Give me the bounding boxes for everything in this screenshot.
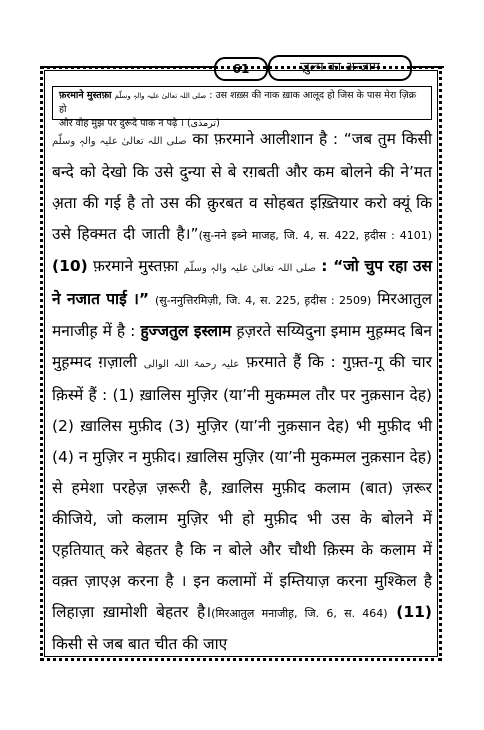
paragraph-3-b: ह़ज़रते सय्यिदुना इमाम मुह़म्मद बिन मुह़म्मद ग़ज़ाली bbox=[52, 322, 433, 371]
paragraph-2-quote: : “जो चुप रहा उस ने नजात पाई ।” bbox=[52, 257, 433, 308]
paragraph-3-bold: हुज्जतुल इस्लाम bbox=[140, 322, 232, 340]
hadith-text-line2: और वोह मुझ पर दुरूदे पाक न पढ़े । (ترمذی) bbox=[59, 118, 220, 129]
running-title: ज़ुल्म का अन्जाम bbox=[268, 55, 412, 81]
paragraph-4: (1) ख़ालिस मुज़िर (या’नी मुकम्मल तौर पर नुक़सान देह) (2) ख़ालिस मुफ़ीद (3) मुज़िर (या’नी नुक़सान देह) भी मुफ़ीद भी (4) न मुज़िर न मुफ़ीद। ख़ालिस मुज़िर (या’नी मुकम्मल नुक़सान देह) से हमेशा परहेज़ ज़रूरी है, ख़ालिस मुफ़ीद कलाम (बात) ज़रूर कीजिये, जो कलाम मुज़िर भी हो मुफ़ीद भी उस के बोलने में एह़तियात् करे बेहतर है कि न बोले और चौथी क़िस्म के कलाम में वक़्त ज़ाएअ़ करना है । इन कलामों में इम्तियाज़ करना मुश्किल है लिहाज़ा ख़ामोशी बेहतर है। bbox=[52, 386, 433, 621]
paragraph-3-a: मिरआतुल मनाजीह़ में है : bbox=[52, 290, 432, 340]
page-number: 61 bbox=[214, 57, 268, 81]
hadith-text-line1: : उस शख़्स की नाक ख़ाक आलूद हो जिस के पास मेरा ज़िक्र हो bbox=[59, 90, 417, 115]
item-number-10: (10) bbox=[52, 257, 88, 275]
honorific-3: علیہ رحمۃ اللہ الوالی bbox=[143, 359, 240, 370]
paragraph-2-label: फ़रमाने मुस्तफ़ा bbox=[92, 257, 179, 275]
reference-3: (मिरआतुल मनाजीह़, जि. 6, स. 464) bbox=[211, 607, 388, 620]
hadith-honorific: صلی اللہ تعالیٰ علیہ والہٖ وسلّم bbox=[114, 92, 207, 100]
reference-1: (सु-नने इब्ने माजह, जि. 4, स. 422, ह़दीस : 4101) bbox=[198, 229, 432, 242]
hadith-box bbox=[52, 86, 432, 129]
hadith-label: फ़रमाने मुस्तफ़ा bbox=[59, 90, 112, 101]
item-number-11: (11) bbox=[396, 603, 432, 621]
paragraph-5: किसी से जब बात चीत की जाए bbox=[52, 635, 228, 653]
honorific-1: صلی اللہ تعالیٰ علیہ والہٖ وسلّم bbox=[52, 136, 187, 147]
reference-2: (सु-ननुत्तिरमिज़ी, जि. 4, स. 225, ह़दीस : 2509) bbox=[154, 294, 372, 307]
paragraph-1: का फ़रमाने आलीशान है : “जब तुम किसी बन्दे को देखो कि उसे दुन्या से बे रग़बती और कम बोलने की ने’मत अ़ता की गई है तो उस की क़ुरबत व सोहबत इख़्तियार करो क्यूं कि उसे हिक्मत दी जाती है।” bbox=[52, 130, 432, 243]
paragraph-3-c: फ़रमाते हैं कि : गुफ़्त-गू की चार क़िस्में हैं : bbox=[52, 353, 432, 404]
honorific-2: صلی اللہ تعالیٰ علیہ والہٖ وسلّم bbox=[183, 263, 316, 274]
body-text bbox=[52, 124, 432, 660]
